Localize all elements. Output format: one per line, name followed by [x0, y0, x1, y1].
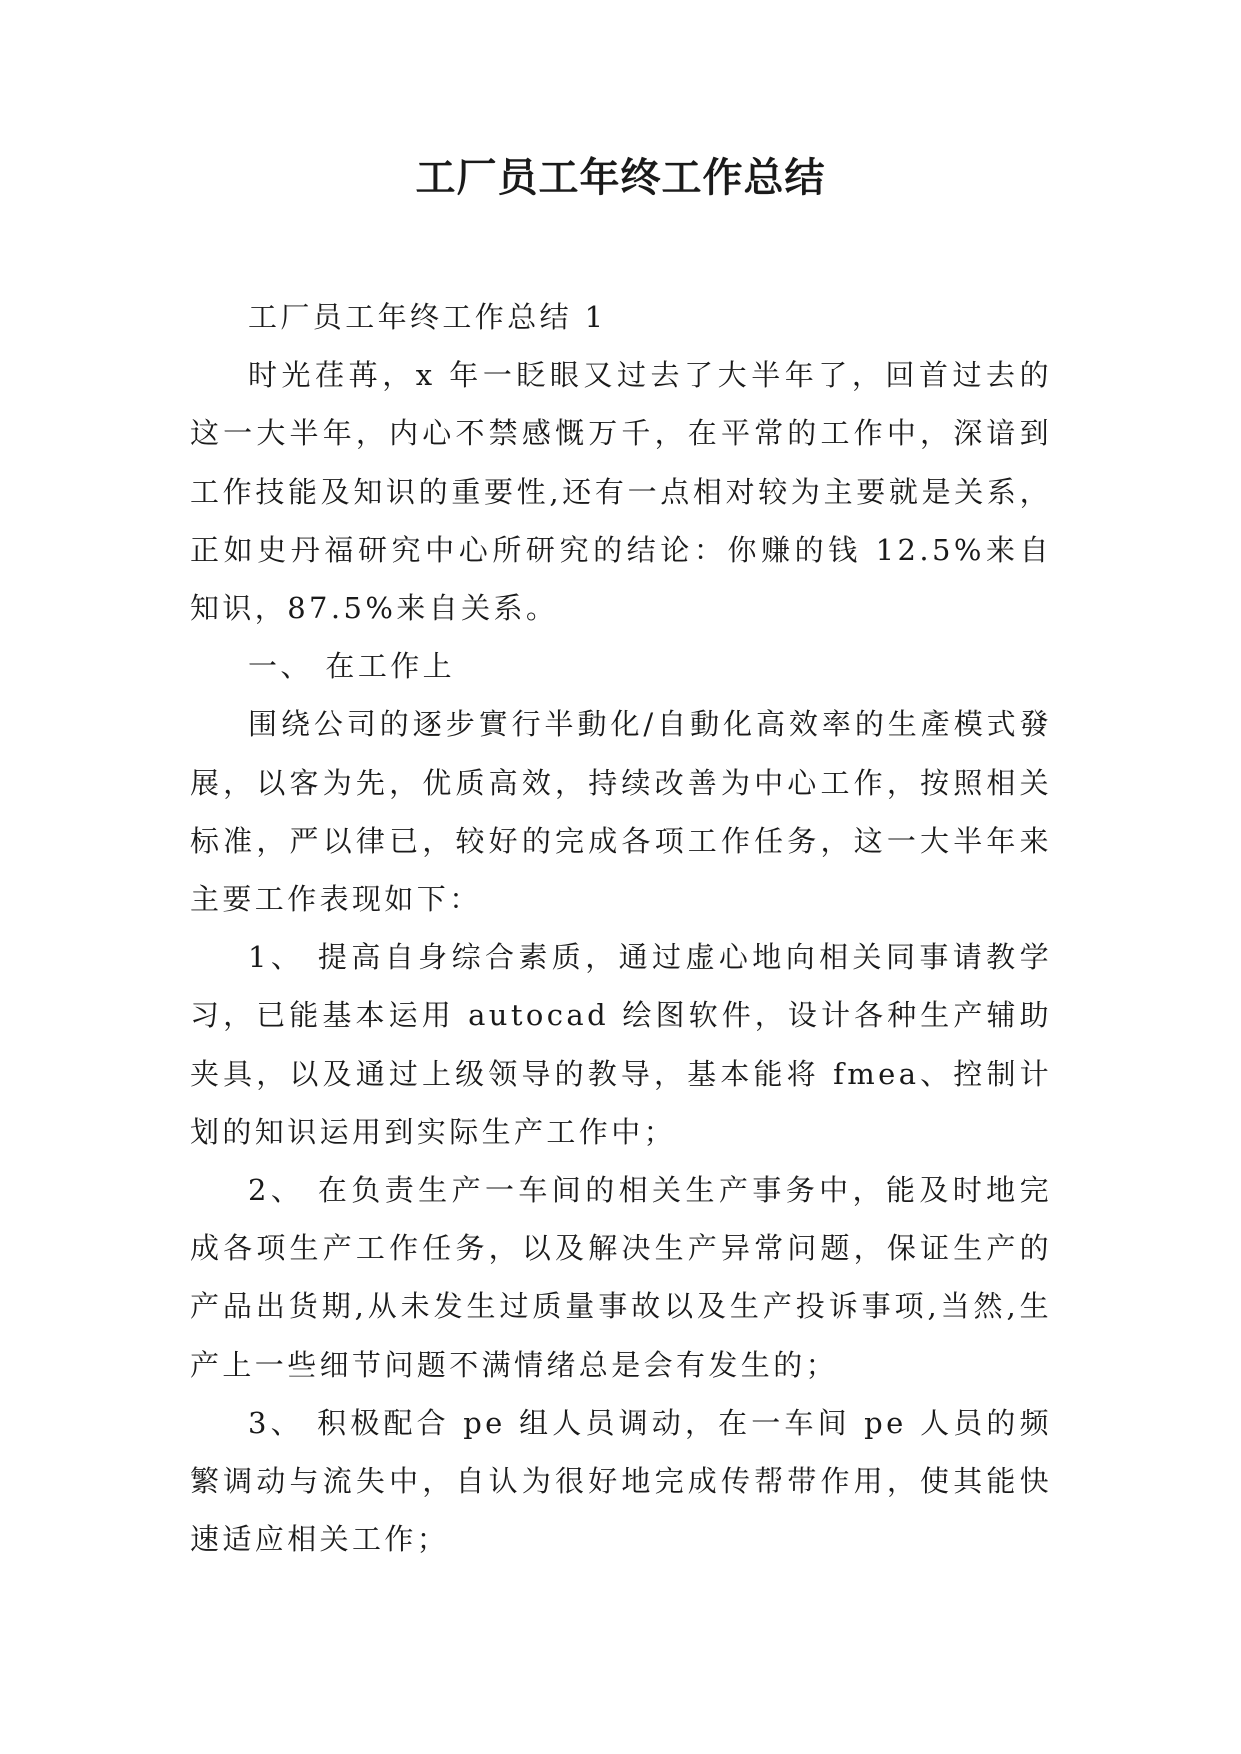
list-item: 3、 积极配合 pe 组人员调动，在一车间 pe 人员的频繁调动与流失中，自认为很好地完成传帮带作用，使其能快速适应相关工作；: [190, 1405, 1052, 1557]
paragraph: 围绕公司的逐步實行半動化/自動化高效率的生產模式發展，以客为先，优质高效，持续改善为中心工作，按照相关标准，严以律已，较好的完成各项工作任务，这一大半年来主要工作表现如下：: [190, 707, 1052, 917]
paragraph: 时光荏苒，x 年一眨眼又过去了大半年了，回首过去的这一大半年，内心不禁感慨万千，在平常的工作中，深谙到工作技能及知识的重要性,还有一点相对较为主要就是关系，正如史丹福研究中心所研究的结论：你赚的钱 12.5%来自知识，87.5%来自关系。: [190, 358, 1052, 626]
document-body: [190, 288, 1052, 1568]
section-heading: 工厂员工年终工作总结 1: [248, 300, 607, 334]
list-item: 2、 在负责生产一车间的相关生产事务中，能及时地完成各项生产工作任务，以及解决生产异常问题，保证生产的产品出货期,从未发生过质量事故以及生产投诉事项,当然,生产上一些细节问题不满情绪总是会有发生的；: [190, 1173, 1052, 1382]
document-title: 工厂员工年终工作总结: [415, 155, 826, 201]
list-item: 1、 提高自身综合素质，通过虚心地向相关同事请教学习，已能基本运用 autocad 绘图软件，设计各种生产辅助夹具，以及通过上级领导的教导，基本能将 fmea、控制计划的知识运用到实际生产工作中；: [190, 940, 1052, 1149]
subheading: 一、 在工作上: [248, 649, 456, 684]
